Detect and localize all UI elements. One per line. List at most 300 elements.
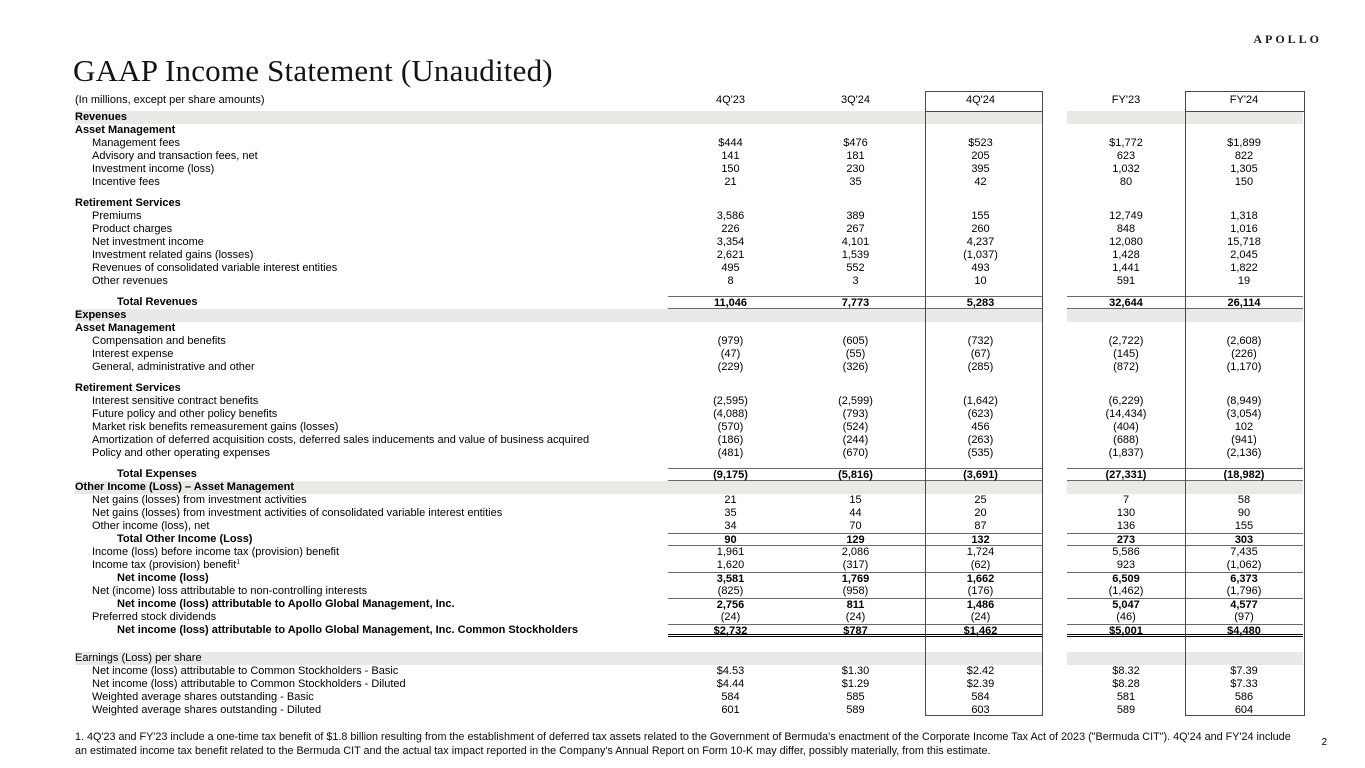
cell-value: 12,080 — [1109, 236, 1143, 248]
row-label: Net income (loss) attributable to Common Stockholders - Basic — [92, 665, 399, 677]
cell-value: 2,045 — [1230, 249, 1258, 261]
cell-value: 4,101 — [841, 236, 870, 248]
column-gap — [1043, 572, 1067, 585]
cell-value: 273 — [1067, 533, 1185, 546]
cell-value — [668, 652, 793, 665]
row-label: Management fees — [92, 137, 181, 149]
table-row — [75, 197, 1303, 210]
units-note: (In millions, except per share amounts) — [75, 94, 265, 106]
cell-value: (872) — [1113, 361, 1139, 373]
cell-value: (186) — [717, 434, 744, 446]
column-header: 4Q'23 — [715, 94, 745, 106]
cell-value: 150 — [1234, 176, 1254, 188]
row-label: Net investment income — [92, 236, 204, 248]
cell-value: 205 — [971, 150, 990, 162]
cell-value: (670) — [842, 447, 869, 459]
cell-value: 42 — [974, 176, 987, 188]
cell-value: $1,772 — [1109, 137, 1143, 149]
cell-value: 811 — [793, 598, 918, 611]
cell-value: 2,086 — [841, 546, 870, 558]
cell-value: $1,899 — [1227, 137, 1261, 149]
cell-value: $7.33 — [1230, 678, 1258, 690]
table-row — [75, 223, 1303, 236]
row-label: Amortization of deferred acquisition costs, deferred sales inducements and value of business acquired — [92, 434, 590, 446]
cell-value: 35 — [849, 176, 862, 188]
cell-value — [1067, 322, 1185, 335]
cell-value — [1185, 481, 1303, 494]
row-label: Other income (loss), net — [92, 520, 210, 532]
row-label: Asset Management — [75, 124, 176, 136]
cell-value — [918, 481, 1043, 494]
cell-value: (317) — [842, 559, 869, 571]
cell-value: (47) — [720, 348, 741, 360]
row-label: Interest expense — [92, 348, 174, 360]
cell-value: (67) — [970, 348, 991, 360]
row-label: Income (loss) before income tax (provision) benefit — [92, 546, 339, 558]
cell-value: 552 — [846, 262, 865, 274]
cell-value: (27,331) — [1067, 468, 1185, 481]
income-statement-table — [75, 91, 1303, 717]
cell-value — [793, 111, 918, 124]
table-row — [75, 395, 1303, 408]
table-row — [75, 611, 1303, 624]
column-header: 4Q'24 — [965, 94, 995, 106]
row-label: Net income (loss) attributable to Common Stockholders - Diluted — [92, 678, 406, 690]
cell-value: (229) — [717, 361, 744, 373]
row-label: Net gains (losses) from investment activities of consolidated variable interest entities — [92, 507, 503, 519]
cell-value: 585 — [846, 691, 865, 703]
column-gap — [1043, 585, 1067, 598]
table-row — [75, 434, 1303, 447]
table-row — [75, 637, 1303, 652]
table-row — [75, 507, 1303, 520]
column-gap — [1043, 176, 1067, 189]
row-label: Compensation and benefits — [92, 335, 226, 347]
row-label: Premiums — [92, 210, 142, 222]
row-label: Interest sensitive contract benefits — [92, 395, 259, 407]
cell-value: 1,441 — [1112, 262, 1140, 274]
row-label: General, administrative and other — [92, 361, 255, 373]
cell-value: 267 — [846, 223, 865, 235]
footnote-text: 1. 4Q'23 and FY'23 include a one-time tax benefit of $1.8 billion resulting from the establishment of deferred tax assets related to the Government of Bermuda's enactment of the Corporate Income Tax Act of 2023 ("Bermuda CIT"). 4Q'24 and FY'24 include an estimated income tax benefit related to the Bermuda CIT and the actual tax impact reported in the Company's Annual Report on Form 10-K may differ, possibly materially, from this estimate. — [75, 731, 1291, 757]
cell-value: (2,595) — [713, 395, 748, 407]
cell-value: (8,949) — [1226, 395, 1262, 407]
cell-value: $444 — [718, 137, 743, 149]
cell-value: (24) — [970, 611, 991, 623]
cell-value — [668, 322, 793, 335]
row-label: Net gains (losses) from investment activities — [92, 494, 307, 506]
cell-value: $5,001 — [1067, 624, 1185, 637]
cell-value: 7 — [1122, 494, 1130, 506]
cell-value: (244) — [842, 434, 869, 446]
cell-value — [1067, 382, 1185, 395]
cell-value — [918, 124, 1043, 137]
cell-value: (404) — [1113, 421, 1139, 433]
column-gap — [1043, 533, 1067, 546]
cell-value: 1,724 — [966, 546, 995, 558]
column-gap — [1043, 611, 1067, 624]
row-label: Total Revenues — [117, 296, 198, 308]
row-label: Net (income) loss attributable to non-controlling interests — [92, 585, 368, 597]
table-row — [75, 468, 1303, 481]
cell-value: 3 — [852, 275, 859, 287]
column-gap — [1043, 124, 1067, 137]
cell-value — [1185, 382, 1303, 395]
cell-value: 19 — [1237, 275, 1251, 287]
cell-value: (145) — [1113, 348, 1139, 360]
cell-value: 495 — [721, 262, 740, 274]
cell-value: 7,435 — [1230, 546, 1258, 558]
cell-value: (5,816) — [793, 468, 918, 481]
cell-value: (263) — [967, 434, 994, 446]
column-gap — [1043, 296, 1067, 309]
cell-value — [793, 652, 918, 665]
cell-value: 389 — [846, 210, 865, 222]
cell-value: 303 — [1185, 533, 1303, 546]
cell-value: 44 — [849, 507, 862, 519]
cell-value: (62) — [970, 559, 991, 571]
cell-value: $4.53 — [716, 665, 745, 677]
column-header: FY'23 — [1111, 94, 1141, 106]
column-gap — [1043, 598, 1067, 611]
column-gap — [1043, 236, 1067, 249]
cell-value — [918, 111, 1043, 124]
cell-value: 260 — [971, 223, 990, 235]
cell-value: $2,732 — [668, 624, 793, 637]
table-row — [75, 704, 1303, 717]
cell-value: (524) — [842, 421, 869, 433]
column-gap — [1043, 559, 1067, 572]
cell-value: 3,354 — [716, 236, 745, 248]
cell-value: 1,620 — [716, 559, 745, 571]
cell-value: 155 — [1234, 520, 1254, 532]
cell-value: 848 — [1116, 223, 1136, 235]
cell-value: 132 — [918, 533, 1043, 546]
table-row — [75, 678, 1303, 691]
cell-value: $1.30 — [841, 665, 870, 677]
cell-value — [918, 197, 1043, 210]
column-gap — [1043, 275, 1067, 288]
cell-value: $1,462 — [918, 624, 1043, 637]
column-gap — [1043, 322, 1067, 335]
column-gap — [1043, 408, 1067, 421]
cell-value: 102 — [1234, 421, 1254, 433]
column-gap — [1043, 652, 1067, 665]
cell-value: (535) — [967, 447, 994, 459]
cell-value: 11,046 — [668, 296, 793, 309]
cell-value: 25 — [974, 494, 987, 506]
cell-value — [1185, 124, 1303, 137]
cell-value: (958) — [842, 585, 869, 597]
cell-value: (6,229) — [1108, 395, 1144, 407]
cell-value: (326) — [842, 361, 869, 373]
table-row — [75, 176, 1303, 189]
cell-value: $787 — [793, 624, 918, 637]
row-label: Earnings (Loss) per share — [75, 652, 202, 664]
cell-value: $4,480 — [1185, 624, 1303, 637]
cell-value: 32,644 — [1067, 296, 1185, 309]
cell-value: (1,837) — [1108, 447, 1144, 459]
cell-value: (1,642) — [963, 395, 998, 407]
cell-value: 20 — [974, 507, 987, 519]
cell-value: (1,170) — [1226, 361, 1262, 373]
column-gap — [1043, 678, 1067, 691]
cell-value: (1,062) — [1226, 559, 1262, 571]
cell-value: 1,822 — [1230, 262, 1258, 274]
table-row — [75, 137, 1303, 150]
cell-value — [793, 481, 918, 494]
row-label: Investment related gains (losses) — [92, 249, 254, 261]
column-header: FY'24 — [1229, 94, 1259, 106]
cell-value: (97) — [1234, 611, 1254, 623]
cell-value: 586 — [1234, 691, 1254, 703]
cell-value: 584 — [721, 691, 740, 703]
table-row — [75, 447, 1303, 460]
cell-value: 3,586 — [716, 210, 745, 222]
cell-value: (793) — [842, 408, 869, 420]
cell-value — [1067, 481, 1185, 494]
cell-value: 230 — [846, 163, 865, 175]
table-row — [75, 236, 1303, 249]
column-gap — [1043, 704, 1067, 717]
cell-value: 589 — [1116, 704, 1136, 716]
cell-value: (226) — [1231, 348, 1257, 360]
column-gap — [1043, 382, 1067, 395]
cell-value: (2,722) — [1108, 335, 1144, 347]
row-label: Retirement Services — [75, 197, 181, 209]
section-band-row — [75, 111, 1303, 124]
table-row — [75, 691, 1303, 704]
cell-value — [668, 481, 793, 494]
cell-value: 4,237 — [966, 236, 995, 248]
cell-value: (176) — [967, 585, 994, 597]
cell-value: (2,608) — [1226, 335, 1262, 347]
cell-value: 5,283 — [918, 296, 1043, 309]
section-band-row — [75, 481, 1303, 494]
cell-value: 129 — [793, 533, 918, 546]
cell-value: 130 — [1116, 507, 1136, 519]
row-label: Other revenues — [92, 275, 168, 287]
row-label: Weighted average shares outstanding - Diluted — [92, 704, 322, 716]
cell-value: 456 — [971, 421, 990, 433]
row-label: Incentive fees — [92, 176, 160, 188]
cell-value: 150 — [721, 163, 740, 175]
column-gap — [1043, 309, 1067, 322]
cell-value — [668, 124, 793, 137]
cell-value: 3,581 — [668, 572, 793, 585]
table-row — [75, 322, 1303, 335]
cell-value: (1,462) — [1108, 585, 1144, 597]
cell-value: $8.32 — [1112, 665, 1140, 677]
table-row — [75, 520, 1303, 533]
cell-value: (24) — [720, 611, 741, 623]
row-label: Advisory and transaction fees, net — [92, 150, 258, 162]
cell-value: (24) — [845, 611, 866, 623]
cell-value: 8 — [727, 275, 734, 287]
cell-value: $1.29 — [841, 678, 870, 690]
cell-value — [1067, 124, 1185, 137]
table-row — [75, 296, 1303, 309]
cell-value — [1185, 652, 1303, 665]
cell-value: 26,114 — [1185, 296, 1303, 309]
cell-value: (3,054) — [1226, 408, 1262, 420]
cell-value: 5,047 — [1067, 598, 1185, 611]
cell-value: 90 — [668, 533, 793, 546]
cell-value: (1,037) — [963, 249, 998, 261]
table-row — [75, 585, 1303, 598]
column-gap — [1043, 546, 1067, 559]
cell-value: (2,136) — [1226, 447, 1262, 459]
cell-value: 87 — [974, 520, 987, 532]
table-row — [75, 533, 1303, 546]
cell-value: 6,373 — [1185, 572, 1303, 585]
column-gap — [1043, 335, 1067, 348]
cell-value: 623 — [1116, 150, 1136, 162]
column-gap — [1043, 223, 1067, 236]
cell-value: 136 — [1116, 520, 1136, 532]
cell-value: (55) — [845, 348, 866, 360]
table-row — [75, 189, 1303, 197]
table-row — [75, 382, 1303, 395]
cell-value: 2,621 — [716, 249, 745, 261]
cell-value — [918, 382, 1043, 395]
cell-value — [1185, 111, 1303, 124]
row-label: Preferred stock dividends — [92, 611, 217, 623]
cell-value: 4,577 — [1185, 598, 1303, 611]
column-gap — [1043, 665, 1067, 678]
table-row — [75, 665, 1303, 678]
cell-value: (605) — [842, 335, 869, 347]
cell-value: 80 — [1119, 176, 1133, 188]
cell-value: (623) — [967, 408, 994, 420]
cell-value — [1185, 309, 1303, 322]
cell-value: 604 — [1234, 704, 1254, 716]
column-gap — [1043, 262, 1067, 275]
cell-value: $2.42 — [966, 665, 995, 677]
table-row — [75, 598, 1303, 611]
cell-value: 1,305 — [1230, 163, 1258, 175]
cell-value: 1,539 — [841, 249, 870, 261]
cell-value — [918, 309, 1043, 322]
row-label: Policy and other operating expenses — [92, 447, 270, 459]
cell-value — [668, 382, 793, 395]
column-header: 3Q'24 — [840, 94, 870, 106]
row-label: Total Expenses — [117, 468, 197, 480]
table-row — [75, 624, 1303, 637]
row-label: Income tax (provision) benefit$^1$ — [92, 559, 241, 571]
cell-value: 21 — [724, 176, 737, 188]
row-label: Product charges — [92, 223, 173, 235]
column-gap — [1043, 348, 1067, 361]
cell-value: 589 — [846, 704, 865, 716]
cell-value — [1185, 322, 1303, 335]
column-gap — [1043, 691, 1067, 704]
row-label: Investment income (loss) — [92, 163, 215, 175]
cell-value — [1185, 197, 1303, 210]
table-row — [75, 249, 1303, 262]
column-gap — [1043, 434, 1067, 447]
column-gap — [1043, 163, 1067, 176]
row-label: Retirement Services — [75, 382, 181, 394]
column-gap — [1043, 494, 1067, 507]
column-gap — [1043, 137, 1067, 150]
row-label: Expenses — [75, 309, 127, 321]
cell-value: 603 — [971, 704, 990, 716]
cell-value — [1067, 111, 1185, 124]
column-gap — [1043, 520, 1067, 533]
cell-value: $523 — [968, 137, 993, 149]
table-row — [75, 494, 1303, 507]
row-label: Market risk benefits remeasurement gains (losses) — [92, 421, 339, 433]
table-row — [75, 150, 1303, 163]
cell-value: (285) — [967, 361, 994, 373]
cell-value: 70 — [849, 520, 862, 532]
cell-value: 58 — [1237, 494, 1251, 506]
cell-value: (9,175) — [668, 468, 793, 481]
table-row — [75, 288, 1303, 296]
cell-value: 155 — [971, 210, 990, 222]
cell-value: 5,586 — [1112, 546, 1140, 558]
cell-value — [1067, 309, 1185, 322]
cell-value: $476 — [843, 137, 868, 149]
cell-value: $2.39 — [966, 678, 995, 690]
cell-value: $7.39 — [1230, 665, 1258, 677]
cell-value: 493 — [971, 262, 990, 274]
cell-value: (825) — [717, 585, 744, 597]
cell-value: (2,599) — [838, 395, 873, 407]
table-row — [75, 559, 1303, 572]
cell-value — [918, 652, 1043, 665]
cell-value: 1,769 — [793, 572, 918, 585]
table-row — [75, 408, 1303, 421]
column-gap — [1043, 111, 1067, 124]
table-row — [75, 163, 1303, 176]
row-label: Revenues — [75, 111, 127, 123]
table-row — [75, 335, 1303, 348]
column-gap — [1043, 447, 1067, 460]
cell-value — [918, 322, 1043, 335]
cell-value — [793, 197, 918, 210]
row-label: Net income (loss) attributable to Apollo Global Management, Inc. Common Stockholders — [117, 624, 579, 636]
cell-value: 1,486 — [918, 598, 1043, 611]
cell-value: 6,509 — [1067, 572, 1185, 585]
page-number: 2 — [1321, 737, 1327, 748]
table-row — [75, 374, 1303, 382]
row-label: Future policy and other policy benefits — [92, 408, 278, 420]
cell-value: (732) — [967, 335, 994, 347]
page-title: GAAP Income Statement (Unaudited) — [73, 53, 553, 88]
table-header-row — [75, 91, 1303, 111]
cell-value: 1,032 — [1112, 163, 1140, 175]
row-label: Asset Management — [75, 322, 176, 334]
table-row — [75, 546, 1303, 559]
cell-value: 34 — [724, 520, 737, 532]
table-row — [75, 572, 1303, 585]
table-row — [75, 262, 1303, 275]
cell-value: 591 — [1116, 275, 1136, 287]
cell-value: 1,662 — [918, 572, 1043, 585]
table-row — [75, 275, 1303, 288]
cell-value: 1,428 — [1112, 249, 1140, 261]
cell-value: 822 — [1234, 150, 1254, 162]
column-gap — [1043, 421, 1067, 434]
cell-value: (3,691) — [918, 468, 1043, 481]
cell-value: 923 — [1116, 559, 1136, 571]
apollo-logo: APOLLO — [1253, 32, 1322, 46]
column-gap — [1043, 361, 1067, 374]
column-gap — [1043, 197, 1067, 210]
table-row — [75, 421, 1303, 434]
